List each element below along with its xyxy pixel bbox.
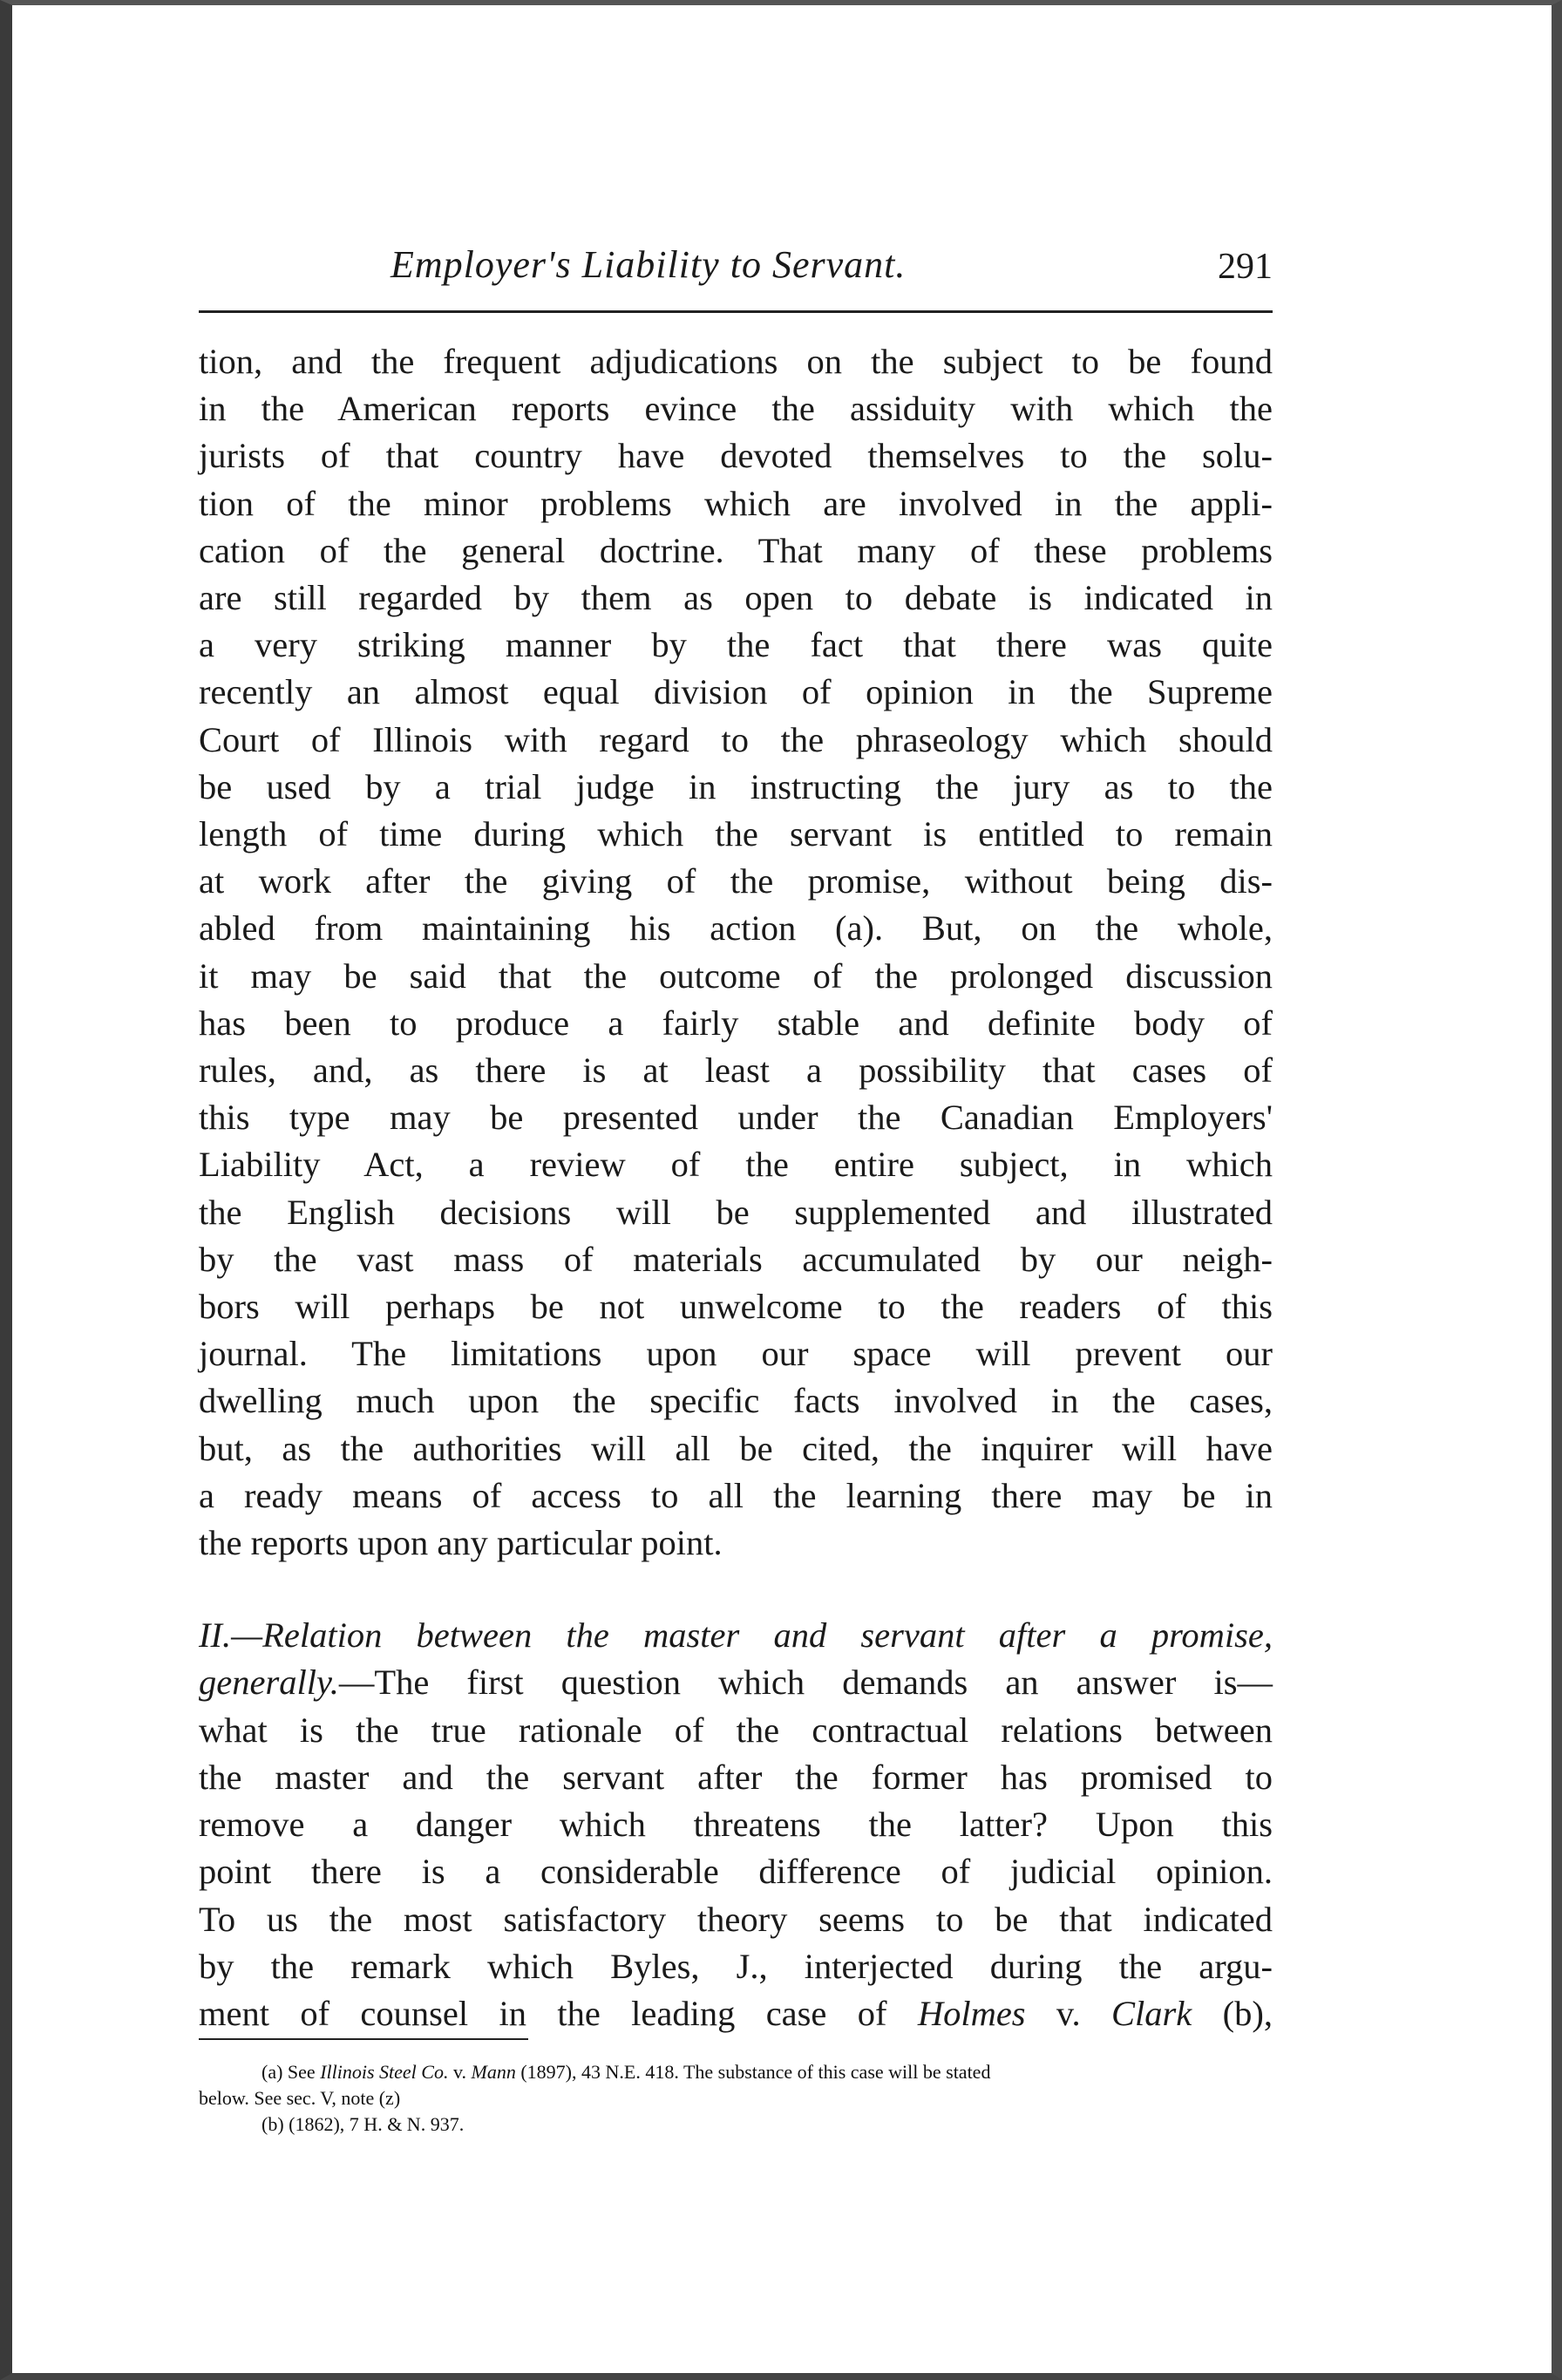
text-line: Court of Illinois with regard to the phraseology which should [199, 719, 1273, 759]
text-line: a very striking manner by the fact that there was quite [199, 625, 1273, 665]
text-line: are still regarded by them as open to debate is indicated in [199, 578, 1273, 618]
text-line: ment of counsel in the leading case of Holmes v. Clark (b), [199, 1993, 1273, 2033]
text-line: cation of the general doctrine. That many of these problems [199, 530, 1273, 570]
text-line: but, as the authorities will all be cited, the inquirer will have [199, 1428, 1273, 1468]
text-line: the reports upon any particular point. [199, 1523, 723, 1563]
text-line: rules, and, as there is at least a possibility that cases of [199, 1051, 1273, 1091]
text-line: the English decisions will be supplemented and illustrated [199, 1192, 1273, 1232]
text-line: in the American reports evince the assiduity with which the [199, 389, 1273, 429]
text-line: at work after the giving of the promise, without being dis- [199, 861, 1273, 901]
text-line: Liability Act, a review of the entire subject, in which [199, 1145, 1273, 1185]
text-line: point there is a considerable difference of judicial opinion. [199, 1852, 1273, 1892]
footnote-rule [199, 2038, 528, 2040]
text-line: it may be said that the outcome of the prolonged discussion [199, 955, 1273, 996]
text-line: length of time during which the servant is entitled to remain [199, 814, 1273, 854]
case-name: Clark [1111, 1993, 1192, 2033]
text-line: by the remark which Byles, J., interjected during the argu- [199, 1946, 1273, 1986]
text-line: a ready means of access to all the learning there may be in [199, 1475, 1273, 1515]
text-line: the master and the servant after the former has promised to [199, 1757, 1273, 1797]
paragraph-2 [199, 1612, 1273, 2037]
paragraph-1 [199, 338, 1273, 1567]
text-line: what is the true rationale of the contractual relations between [199, 1710, 1273, 1750]
text-line: To us the most satisfactory theory seems to be that indicated [199, 1899, 1273, 1939]
text-line: this type may be presented under the Canadian Employers' [199, 1098, 1273, 1138]
paragraph-gap [199, 1567, 1273, 1612]
text-line: be used by a trial judge in instructing the jury as to the [199, 766, 1273, 806]
text-line: tion, and the frequent adjudications on the subject to be found [199, 342, 1273, 381]
text-line: abled from maintaining his action (a). But, on the whole, [199, 908, 1273, 949]
footnotes [199, 2059, 1280, 2138]
footnote-a: (a) See Illinois Steel Co. v. Mann (1897), 43 N.E. 418. The substance of this case will be stated [261, 2061, 991, 2083]
page-number: 291 [1218, 247, 1273, 287]
text-line: journal. The limitations upon our space will prevent our [199, 1334, 1273, 1374]
text-line: bors will perhaps be not unwelcome to the readers of this [199, 1287, 1273, 1327]
section-heading-line: II.—Relation between the master and servant after a promise, [199, 1615, 1273, 1656]
text-line: recently an almost equal division of opinion in the Supreme [199, 672, 1273, 712]
text-line: remove a danger which threatens the latter? Upon this [199, 1805, 1273, 1845]
text-line: by the vast mass of materials accumulated by our neigh- [199, 1239, 1273, 1279]
running-header [199, 242, 1273, 295]
header-rule [199, 310, 1273, 313]
footnote-a-continued: below. See sec. V, note (z) [199, 2087, 401, 2109]
footnote-b: (b) (1862), 7 H. & N. 937. [261, 2113, 465, 2135]
text-line: has been to produce a fairly stable and definite body of [199, 1003, 1273, 1043]
text-line: dwelling much upon the specific facts involved in the cases, [199, 1381, 1273, 1421]
body-text [199, 338, 1273, 2037]
text-line: jurists of that country have devoted themselves to the solu- [199, 436, 1273, 476]
running-title: Employer's Liability to Servant. [390, 243, 907, 286]
case-name: Holmes [917, 1993, 1026, 2033]
section-heading-line: generally.—The first question which demands an answer is— [199, 1663, 1273, 1703]
text-line: tion of the minor problems which are involved in the appli- [199, 483, 1273, 523]
